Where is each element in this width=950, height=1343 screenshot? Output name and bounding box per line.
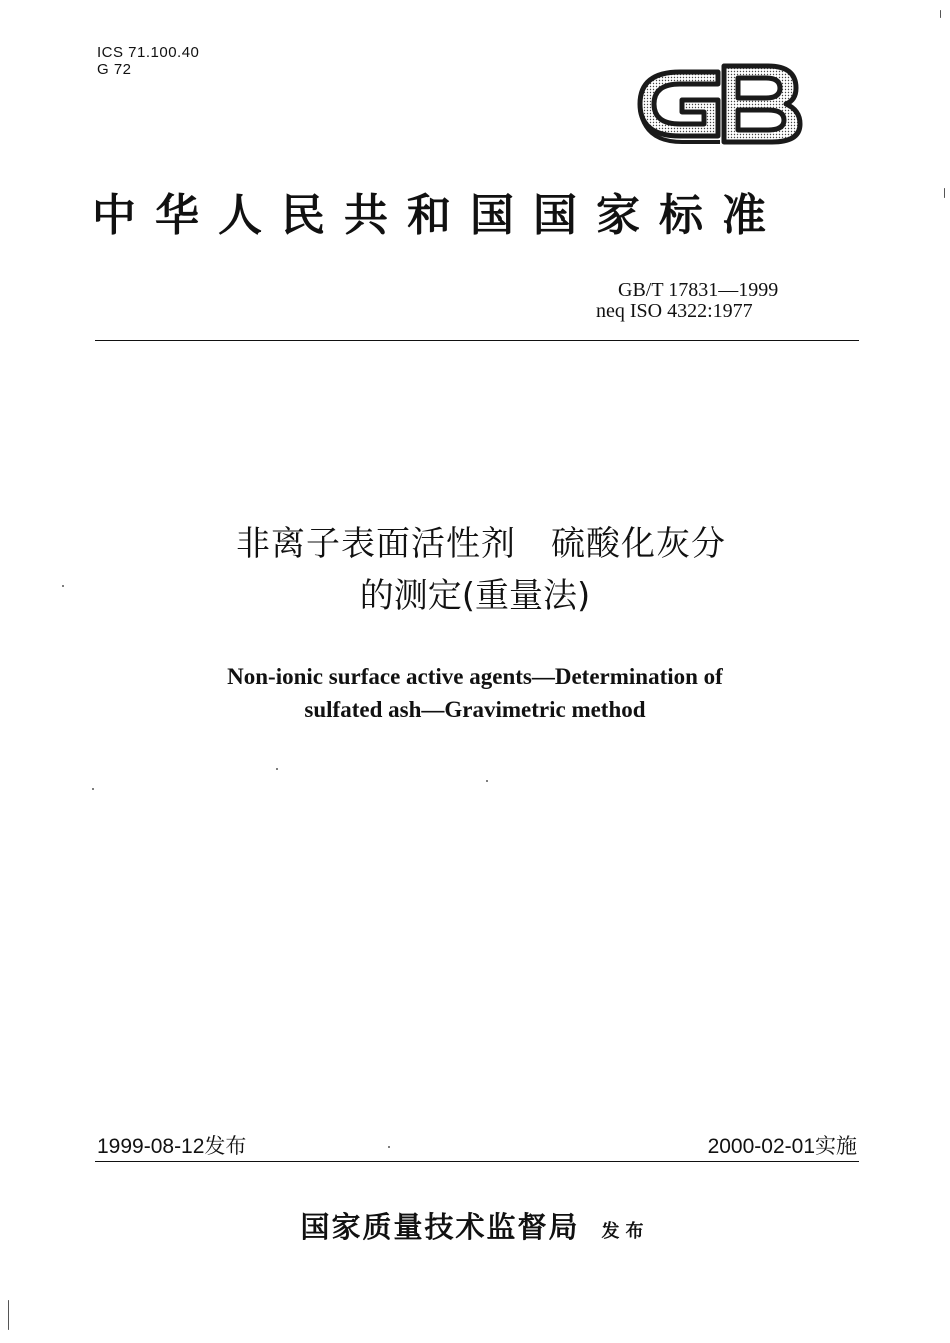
scan-speck [8,1300,9,1330]
header-rule [95,340,859,341]
english-title-line-1: Non-ionic surface active agents—Determination of [227,664,723,689]
chinese-title [90,518,860,622]
scan-speck [940,10,941,18]
issuer-action: 发布 [601,1221,650,1242]
scan-speck [92,788,94,790]
issue-date: 1999-08-12发布 [97,1135,247,1158]
standard-number: GB/T 17831—1999 [618,279,779,301]
iso-equivalence: neq ISO 4322:1977 [596,300,753,322]
scan-speck [944,188,945,198]
national-standard-title: 中华人民共和国国家标准 [92,190,785,241]
ccs-code: G 72 [97,61,132,78]
classification-codes [97,44,199,78]
english-title [90,660,860,726]
issuer-name: 国家质量技术监督局 [300,1210,580,1244]
gb-logo-graphic [634,58,804,150]
scan-speck [486,780,488,782]
implementation-date: 2000-02-01实施 [707,1135,857,1158]
scan-speck [276,768,278,770]
ics-code: ICS 71.100.40 [97,44,200,61]
chinese-title-line-2: 的测定(重量法) [359,576,591,616]
english-title-line-2: sulfated ash—Gravimetric method [304,697,646,722]
chinese-title-line-1: 非离子表面活性剂 硫酸化灰分 [236,524,726,564]
scan-speck [62,585,64,587]
footer-rule [95,1161,859,1162]
issuing-authority [90,1205,860,1246]
standard-codes [596,280,778,322]
gb-logo [634,58,804,150]
scan-speck [388,1146,390,1148]
